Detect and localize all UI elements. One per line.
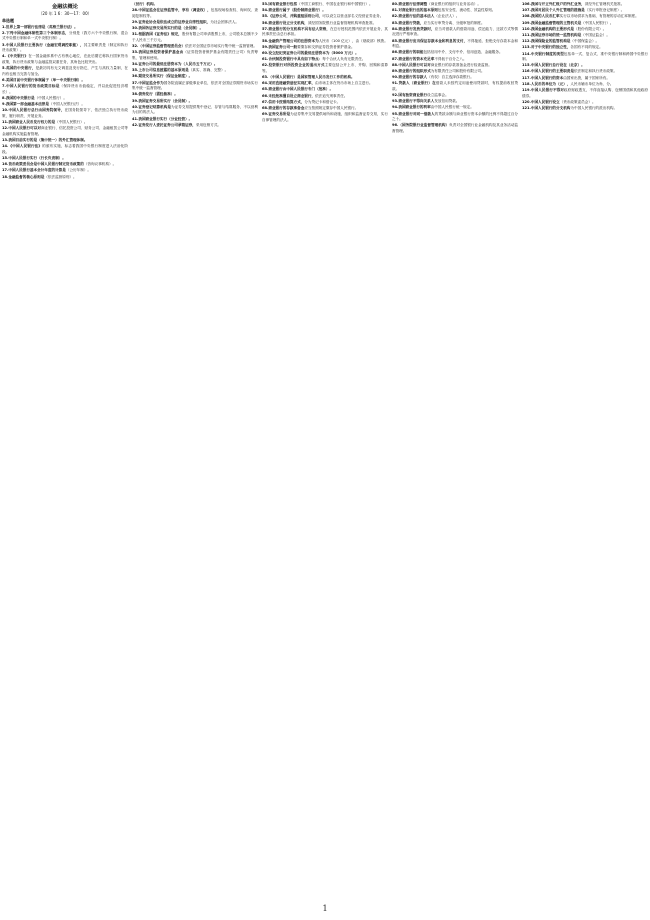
answer-text: 分别是（我方六个中央银行制、混合式中央银行制和单一式中央银行制）。 (2, 30, 128, 41)
question-item (132, 117, 258, 123)
question-item (522, 14, 648, 20)
answer-text: 商业银行的存款准备金进行检查监督。 (430, 62, 492, 67)
answer-text: （实行申报登记制度）。 (584, 8, 625, 13)
answer-text: 实行以市场供求为基础、有管理的浮动汇率制度。 (559, 14, 639, 19)
question-text: 118.人民币的单位为（元）， (522, 81, 571, 86)
question-item (2, 162, 128, 168)
answer-text: 依法对全国证券市场实行集中统一监督管理。 (185, 44, 257, 49)
answer-text: 在总行授权范围内依法开展业务，其民事责任由总行承担。 (262, 26, 388, 37)
question-list (392, 2, 518, 135)
question-item (262, 94, 388, 100)
question-list (2, 25, 128, 181)
answer-text: 在国务院领导下，依法独立执行货币政策，履行职责，开展业务。 (2, 108, 128, 118)
question-item (132, 105, 258, 116)
question-text: 90.商业银行的存款人 (392, 75, 428, 80)
answer-text: 人民币（100 亿元），由（财政部）核拨。 (318, 38, 388, 43)
question-item (132, 99, 258, 105)
question-text: 112.我国保险业的监管机构是 (522, 39, 571, 44)
answer-text: （中国人民银行法）。 (49, 102, 85, 107)
question-item (132, 8, 258, 19)
answer-text: 的贷款余额与商业银行资本余额的比例不得超过百分之十。 (392, 111, 518, 122)
question-item (392, 123, 518, 134)
question-item (522, 52, 648, 63)
question-text: 35.上市公司信息披露的基本原则是 (132, 68, 189, 73)
question-item (392, 27, 518, 38)
question-text: 93.商业银行不得向关系人 (392, 99, 435, 104)
answer-text: 国务院直属正部级事业单位，依法对全国证券期货市场实行集中统一监督管理。 (132, 80, 258, 91)
section-heading: 单选题 (2, 18, 14, 23)
question-text: 16.货币政策委员会是中国人民银行制定货币政策的 (2, 162, 84, 167)
question-text: 114.中央银行制度的类型 (522, 51, 564, 56)
column-3 (262, 2, 388, 902)
question-text: 13.我国目前实行的是（集中统一）的外汇管理体制。 (2, 138, 88, 142)
answer-text: 的颁布实施，标志着我国中央银行制度进入法治化阶段。 (2, 144, 128, 154)
question-text: 88.中国人民银行可以对 (392, 62, 431, 67)
answer-text: 各国有不同的规定。 (570, 45, 603, 50)
question-item (2, 126, 128, 137)
question-text: 34.证券公司的最低注册资本为（人民币五千万元）。 (132, 62, 218, 67)
answer-text: （中国证监会）。 (581, 32, 610, 37)
question-item (262, 8, 388, 14)
answer-text: 其主要职责是（制定和执行货币政策）。 (2, 42, 128, 53)
answer-text: （中国工商银行、中国农业银行和中国银行）。 (297, 2, 373, 6)
answer-text: 是最初具有无文调显及发行指它，产生与高权力量制，在内有也相当完善与加全。 (2, 66, 128, 76)
question-text: 42.证券发行人委托证券公司承销证券， (132, 122, 196, 127)
question-text: 83.商业银行贷款， (392, 20, 424, 25)
answer-text: （公历年制）。 (65, 168, 92, 173)
question-item (522, 106, 648, 112)
question-list (262, 2, 388, 123)
answer-text: 为有限责任公司和股份有限公司。 (430, 68, 485, 73)
question-text: 40.证券登记结算机构是 (132, 104, 172, 109)
question-item (392, 57, 518, 63)
question-item (392, 14, 518, 20)
question-text: 2.下列中国金融体制性第三个体制形态， (2, 30, 69, 35)
answer-text: 由国家出资，属于国家所有。 (563, 75, 610, 80)
question-text: 91.贷款人（商业银行）在 (392, 81, 436, 86)
answer-text: （商业银行的组织与业务活动）。 (427, 2, 482, 6)
answer-text: 每个合伙人负有无限责任。 (322, 57, 366, 62)
question-item (522, 33, 648, 39)
question-text: 33.我国证券投资者保护基金由 (132, 50, 184, 55)
answer-text: 不得低于百分之八。 (434, 56, 467, 61)
question-item (392, 21, 518, 27)
question-item (262, 57, 388, 63)
question-text: 9.我国第一部金融基本法律是 (2, 102, 49, 107)
question-item (2, 175, 128, 181)
answer-text: （证券投资者保护基金有限责任公司）负责筹集、管理和使用。 (132, 50, 258, 60)
question-text: 121.中国人民银行的分支机构 (522, 106, 571, 110)
question-item (262, 112, 388, 123)
question-text: 107.我国对居民个人外汇管理的措施是 (522, 8, 585, 13)
question-item (262, 45, 388, 51)
question-item (262, 14, 388, 20)
question-item (2, 96, 128, 102)
question-item (522, 45, 648, 51)
question-text: 17.中国人民银行基本会计年度的计算是 (2, 168, 66, 173)
answer-text: 商业银行、信托投资公司、财务公司、金融租赁公司等金融机构实施监督管理。 (2, 126, 128, 136)
column-4 (392, 2, 518, 902)
question-item (262, 63, 388, 74)
question-text: （县行）机构。 (132, 2, 158, 6)
question-item (262, 21, 388, 27)
question-item (2, 108, 128, 119)
question-text: 61.合伙制投资银行中具有如下特点： (262, 57, 323, 62)
question-item (392, 81, 518, 92)
answer-text: 在一国金融体系中占有核心地位，在此后期它称执行国家货币政策，执行货币政策与金融监管双重任务，其角色比较突出。 (2, 54, 128, 64)
question-text: 119.中国人民银行不得对 (522, 88, 564, 93)
answer-text: 依法追究刑事责任。 (315, 93, 348, 98)
question-text: 89.商业银行的组织形式 (392, 68, 431, 73)
question-item (2, 78, 128, 84)
answer-text: （企业法人）。 (434, 14, 460, 19)
question-item (392, 50, 518, 56)
answer-text: （保持货币币值稳定，并以此促进经济增长）。 (2, 84, 128, 94)
question-item (132, 123, 258, 129)
question-item (392, 39, 518, 50)
answer-text: 人民币辅币单位为角、分。 (570, 81, 614, 86)
page-number: 1 (322, 904, 328, 913)
answer-text: （有权）自主选择存款银行。 (427, 75, 474, 80)
question-item (2, 156, 128, 162)
answer-text: 不得拖延、拒绝支付存款本金和利息。 (392, 38, 518, 49)
question-text: 41.我国商业银行实行（分业经营）。 (132, 116, 193, 121)
question-item (132, 20, 258, 26)
question-item (262, 100, 388, 106)
question-item (262, 2, 388, 8)
answer-text: （中国保监会）。 (570, 39, 600, 44)
answer-text: 可以设立以营业部名义经营证券业务。 (322, 14, 384, 19)
question-text: 117.中国人民银行的资本 (522, 75, 564, 80)
question-item (392, 8, 518, 14)
answer-text: 包括现场检查权、询问权、查阅复制权等。 (132, 8, 258, 18)
answer-text: 主要包括公开上市、并购、回购和清算等。 (262, 63, 388, 73)
question-text: 87.商业银行的资本充足率 (392, 56, 435, 61)
answer-text: 为证券集中交易提供场所和设施，组织和监督证券交易，实行自律管理的法人。 (262, 112, 388, 122)
question-item (2, 138, 128, 144)
question-text: 5.英国的中央银行， (2, 66, 36, 71)
question-text: 54.商业银行属于（股份制商业银行）。 (262, 8, 326, 13)
question-item (522, 21, 648, 27)
text-columns (2, 2, 648, 902)
question-text: 60.设立经纪类证券公司的最低注册资本为（5000 万元）。 (262, 50, 359, 55)
answer-text: 由市场主体在货币市场上自主进行。 (315, 81, 373, 86)
question-text: 65.商业银行由中国人民银行专门（批准）。 (262, 87, 334, 92)
question-item (522, 8, 648, 14)
answer-text: 须经国务院银行业监督管理机构审查批准。 (307, 20, 377, 25)
question-text: 11.我国商业人民币发行权力的是 (2, 120, 56, 125)
question-item (132, 50, 258, 61)
question-item (522, 2, 648, 8)
answer-text: 应当实行审贷分离、分级审批的制度。 (423, 20, 485, 25)
question-text: 68.商业银行的存款准备金 (262, 106, 305, 110)
question-text: 59.我国证券公司一般 (262, 44, 298, 49)
question-item (132, 32, 258, 43)
document-page (2, 2, 648, 902)
question-text: 106.我国与开立外汇账户的外汇业务， (522, 2, 585, 6)
question-item (392, 112, 518, 123)
question-item (392, 93, 518, 99)
question-text: 110.我国金融机构的主要形式是 (522, 26, 574, 31)
question-item (262, 39, 388, 45)
question-item (392, 69, 518, 75)
question-text: 58.金融资产管理公司的注册资本为 (262, 38, 319, 43)
question-text: 120.中国人民银行设立 (522, 99, 560, 104)
question-item (132, 44, 258, 50)
question-item (2, 43, 128, 54)
question-text: 113.对于中央银行的独立性， (522, 45, 571, 50)
question-list (132, 2, 258, 128)
question-text: 111.我国证券市场的统一监管机构是 (522, 32, 582, 37)
answer-text: 包括单一式、复合式、准中央银行制和跨国中央银行制。 (522, 51, 648, 62)
question-text: 30.我国各证券交易所实行的是（会员制）。 (132, 26, 204, 31)
question-item (522, 39, 648, 45)
answer-text: 要缴存和交纳证券投资者保护基金。 (297, 44, 355, 49)
column-5 (522, 2, 648, 902)
question-text: 31.根据我国《证券法》规定， (132, 32, 182, 37)
question-text: 36.期货交易所实行（保证金制度）。 (132, 74, 193, 79)
answer-text: 借款人未按约定用途使用贷款时，有权提前收回贷款。 (392, 81, 518, 91)
question-item (2, 54, 128, 65)
question-text: 8.我国的中央银行是 (2, 95, 35, 100)
answer-text: 采用包销方式。 (195, 122, 222, 127)
answer-text: 包括安全性、流动性、效益性原则。 (437, 8, 496, 13)
question-text: 39.我国证券交易所实行（会员制）。 (132, 98, 193, 103)
document-subtitle: （20 年 1 6：30—17：00） (38, 11, 92, 16)
answer-text: （中国人民银行）。 (581, 20, 614, 25)
answer-text: 应当对借款人的借款用途、偿还能力、还款方式等情况进行严格审查。 (392, 26, 518, 37)
answer-text: 政府财政透支，不得直接认购、包销国债和其他政府债券。 (522, 88, 648, 98)
question-text: 53.国有商业银行包括 (262, 2, 298, 6)
question-item (522, 69, 648, 75)
question-text: 12.中国人民银行可以对 (2, 126, 42, 131)
column-1 (2, 2, 128, 902)
question-item (392, 105, 518, 111)
question-list (522, 2, 648, 112)
answer-text: （股份有限公司）。 (574, 26, 607, 31)
question-item (392, 2, 518, 8)
question-item (392, 99, 518, 105)
question-item (522, 27, 648, 33)
question-item (522, 76, 648, 82)
question-text: 94.我国商业银行的利率 (392, 105, 431, 110)
question-text: 3.中国人民银行主要执行（金融宏观调控职能）， (2, 42, 84, 47)
answer-text: 为中国人民银行的派出机构。 (570, 106, 618, 110)
question-text: 29.证券业协会是依法成立的证券业自律性组织， (132, 19, 211, 24)
question-text: 28.中国证监会在证券监管中，享有（调查权）， (132, 8, 211, 13)
question-text: 86.商业银行的职能 (392, 50, 424, 55)
question-item (132, 62, 258, 68)
answer-text: 为社会团体法人。 (210, 19, 239, 24)
question-item (2, 120, 128, 126)
question-item (2, 31, 128, 42)
question-text: 18.金融监督的核心原则是 (2, 174, 45, 179)
question-item (2, 144, 128, 155)
question-text: 63.（中国人民银行）是国家管理人民币发行工作的机构。 (262, 75, 355, 80)
question-item (2, 102, 128, 108)
answer-text: 须经外汇管理机关批准。 (584, 2, 625, 6)
question-text: 4.《中央银行》 (2, 54, 29, 59)
question-item (2, 168, 128, 174)
question-item (392, 75, 518, 81)
question-item (2, 84, 128, 95)
question-item (132, 26, 258, 32)
question-text: 57.商业银行的分支机构不具有法人资格， (262, 26, 331, 31)
question-item (262, 81, 388, 87)
answer-text: （中国人民银行）。 (55, 120, 88, 125)
document-title: 金融法概论 (52, 4, 78, 10)
question-text: 84.商业银行发放贷款时， (392, 26, 435, 31)
question-item (262, 75, 388, 81)
question-text: 82.商业银行法的基本法人 (392, 14, 435, 19)
question-item (132, 92, 258, 98)
question-item (132, 2, 258, 8)
answer-text: 负责对全国银行业金融机构及其业务活动监督管理。 (392, 123, 518, 133)
answer-text: 应当按照规定缴存中国人民银行。 (304, 106, 359, 110)
answer-text: 为证券交易提供集中登记、存管与结算服务，不以营利为目的的法人。 (132, 104, 258, 115)
question-text: 80.商业银行法律调整 (392, 2, 428, 6)
question-text: 67.信用卡按照结算方式， (262, 99, 305, 104)
question-text: 62.投资银行对所投资企业的退出方式 (262, 63, 325, 68)
answer-text: 依法制定和执行货币政策。 (574, 69, 618, 74)
question-text: 115.中国人民银行总行设在（北京）。 (522, 63, 585, 68)
question-text: 14.《中国人民银行法》 (2, 144, 43, 149)
question-text: 55.《证券公司，并购重组原则公司， (262, 14, 323, 19)
question-text: 66.未经批准擅自设立商业银行， (262, 93, 316, 98)
answer-text: 股份有限公司申请股票上市，公司股本总额不少于人民币三千万元。 (132, 32, 258, 42)
question-text: 108.我国的人民币汇率 (522, 14, 560, 19)
question-item (522, 100, 648, 106)
question-item (262, 106, 388, 112)
question-item (132, 74, 258, 80)
answer-text: 分为贷记卡和借记卡。 (304, 99, 341, 104)
question-item (522, 82, 648, 88)
question-text: 6.美国目前中央银行体制属于（单一中央银行制）。 (2, 77, 85, 82)
question-text: 15.中国人民银行实行（行长负责制）。 (2, 155, 66, 160)
question-text: 81.对商业银行法的基本原则 (392, 8, 438, 13)
question-text: 10.中国人民银行总行由国务院领导， (2, 108, 65, 113)
answer-text: 发放信用贷款。 (434, 99, 460, 104)
question-item (262, 87, 388, 93)
question-item (262, 51, 388, 57)
question-item (132, 81, 258, 92)
question-item (262, 27, 388, 38)
question-item (2, 66, 128, 77)
answer-text: （真实、准确、完整）。 (188, 68, 229, 73)
question-text: 116.中国人民银行的主要职责是 (522, 69, 574, 74)
answer-text: 包括信用中介、支付中介、信用创造、金融服务。 (423, 50, 503, 55)
question-item (522, 88, 648, 99)
question-text: 95.商业银行对同一借款人 (392, 111, 435, 116)
question-text: 109.我国金融监督管理的主管机关是 (522, 20, 582, 25)
question-text: 38.债券发行（需经核准）。 (132, 92, 178, 97)
answer-text: 设立监事会。 (427, 93, 449, 98)
question-text: 7.中国人民银行的货币政策目标是 (2, 84, 60, 89)
question-item (392, 63, 518, 69)
answer-text: （货币政策委员会）。 (559, 99, 596, 104)
answer-text: （咨询议事机构）。 (83, 162, 117, 167)
question-item (2, 25, 128, 31)
answer-text: （中国人民银行）。 (34, 95, 67, 100)
question-text: 92.国有独资商业银行 (392, 93, 428, 98)
question-text: 64.采用直接融资途径实现汇率， (262, 81, 316, 86)
question-text: 37.中国证监会作为 (132, 80, 164, 85)
question-text: 69.证券交易所是 (262, 112, 291, 117)
question-text: 96.（国务院银行业监督管理机构） (392, 123, 450, 128)
question-text: 32.（中国证券监督管理委员会） (132, 44, 186, 49)
answer-text: 由中国人民银行统一规定。 (430, 105, 474, 110)
column-2 (132, 2, 258, 902)
answer-text: （依法监督原则）。 (44, 174, 77, 179)
question-text: 1.世界上第一部银行法律是（英格兰银行法）。 (2, 24, 78, 29)
question-text: 56.商业银行设立分支机构， (262, 20, 308, 25)
question-text: 85.商业银行应当保证存款本金和利息的支付， (392, 38, 468, 43)
